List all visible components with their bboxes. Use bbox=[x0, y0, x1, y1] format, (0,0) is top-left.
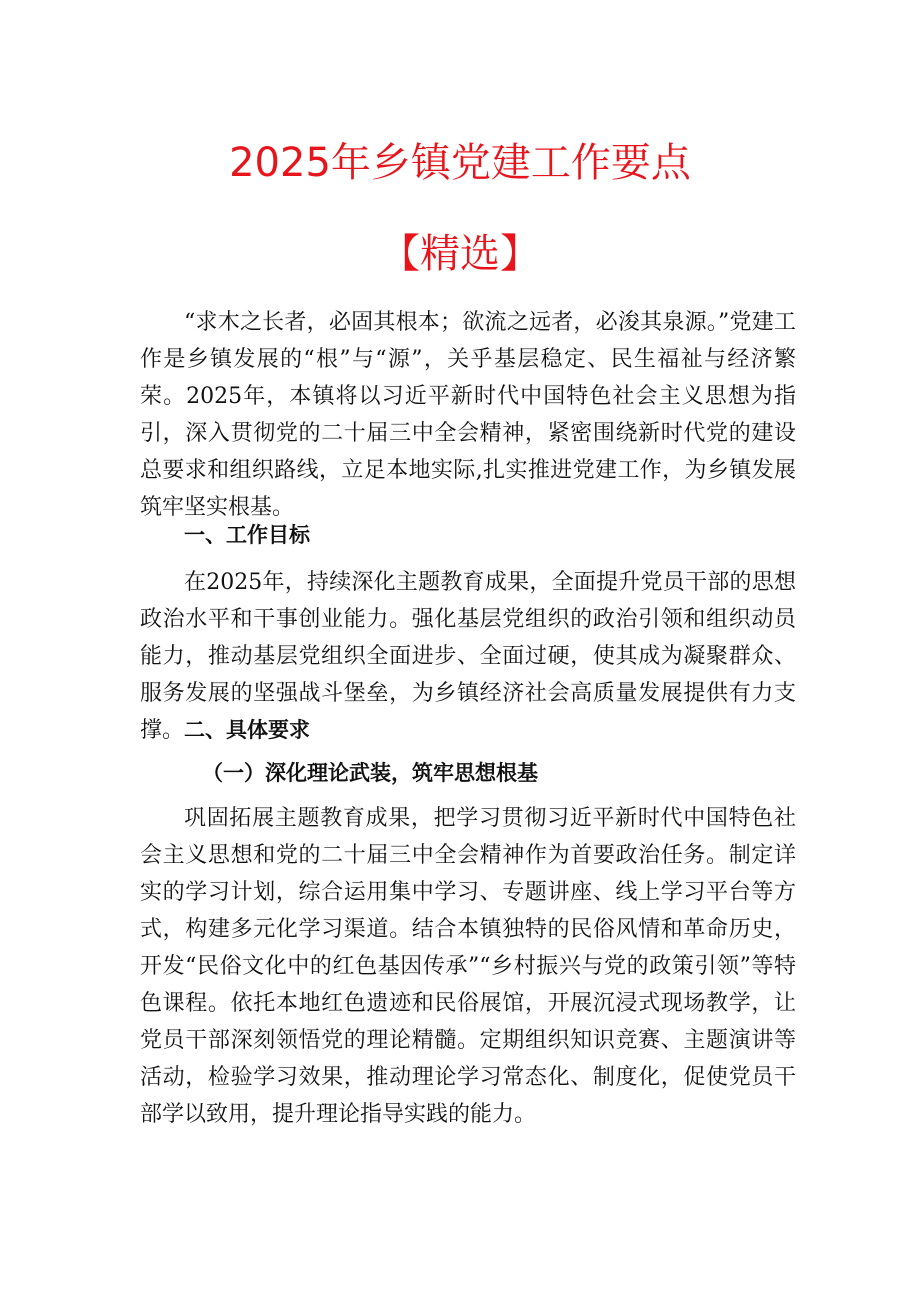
subsection-heading-theory: （一）深化理论武装，筑牢思想根基 bbox=[202, 761, 538, 785]
document-title: 2025年乡镇党建工作要点 bbox=[229, 140, 691, 186]
intro-paragraph: “求木之长者，必固其根本；欲流之远者，必浚其泉源。”党建工作是乡镇发展的“根”与“源”，关乎基层稳定、民生福祉与经济繁荣。2025年，本镇将以习近平新时代中国特色社会主义思想为指引，深入贯彻党的二十届三中全会精神，紧密围绕新时代党的建设总要求和组织路线，立足本地实际,扎实推进党建工作，为乡镇发展筑牢坚实根基。 bbox=[140, 310, 796, 520]
document-subtitle: 【精选】 bbox=[380, 231, 540, 277]
section-heading-goals: 一、工作目标 bbox=[184, 523, 310, 547]
section-heading-requirements: 二、具体要求 bbox=[184, 718, 310, 742]
goals-paragraph: 在2025年，持续深化主题教育成果，全面提升党员干部的思想政治水平和干事创业能力。强化基层党组织的政治引领和组织动员能力，推动基层党组织全面进步、全面过硬，使其成为凝聚群众、服务发展的坚强战斗堡垒，为乡镇经济社会高质量发展提供有力支撑。 bbox=[140, 570, 796, 743]
theory-paragraph: 巩固拓展主题教育成果，把学习贯彻习近平新时代中国特色社会主义思想和党的二十届三中全会精神作为首要政治任务。制定详实的学习计划，综合运用集中学习、专题讲座、线上学习平台等方式，构建多元化学习渠道。结合本镇独特的民俗风情和革命历史，开发“民俗文化中的红色基因传承”“乡村振兴与党的政策引领”等特色课程。依托本地红色遗迹和民俗展馆，开展沉浸式现场教学，让党员干部深刻领悟党的理论精髓。定期组织知识竞赛、主题演讲等活动，检验学习效果，推动理论学习常态化、制度化，促使党员干部学以致用，提升理论指导实践的能力。 bbox=[140, 806, 796, 1127]
